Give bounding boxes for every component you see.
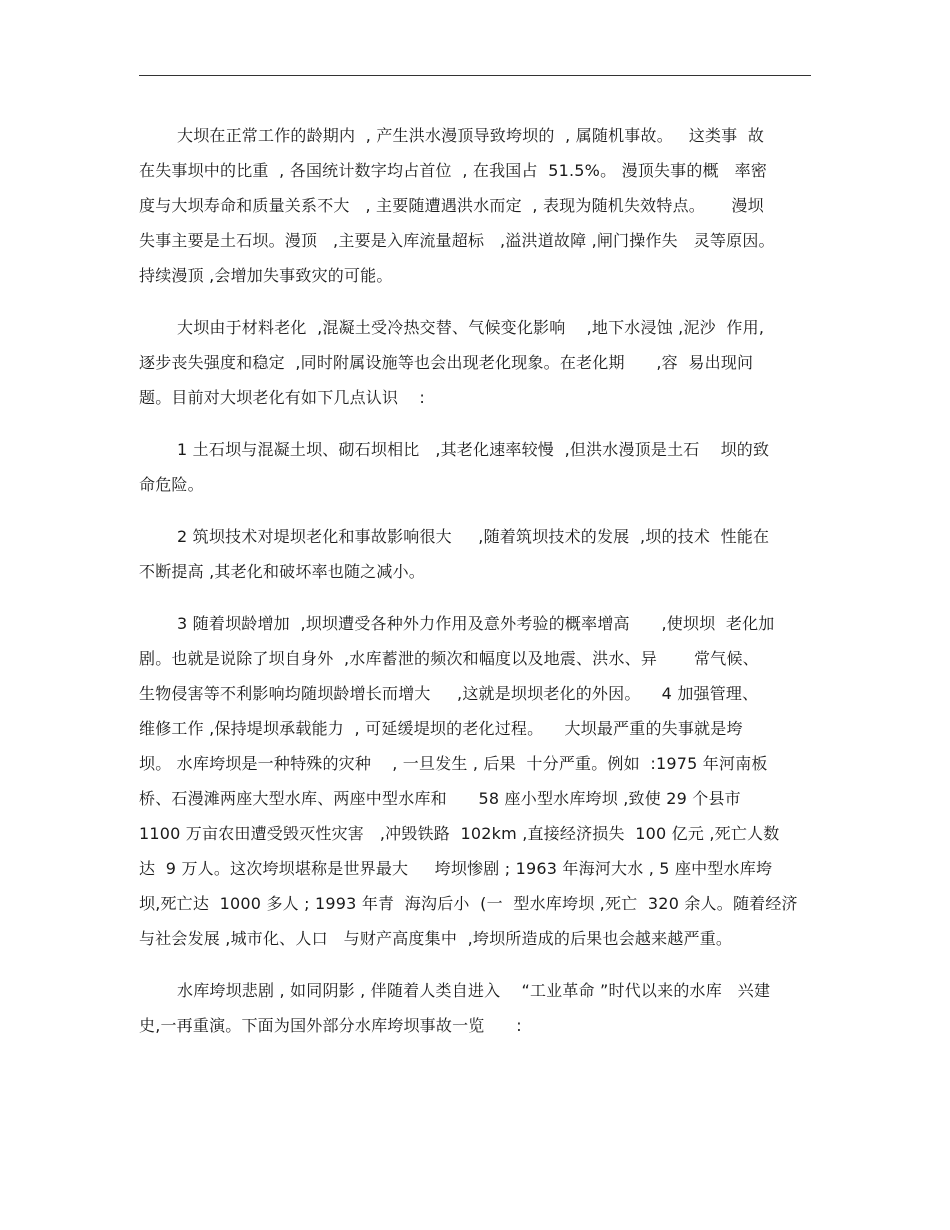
text-line: 失事主要是土石坝。漫顶 ,主要是入库流量超标 ,溢洪道故障 ,闸门操作失 灵等原因。 xyxy=(139,231,775,250)
header-rule xyxy=(139,75,811,76)
paragraph-aging xyxy=(139,310,811,415)
text-line: 与社会发展 ,城市化、人口 与财产高度集中 ,垮坝所造成的后果也会越来越严重。 xyxy=(139,929,733,948)
text-line: 2 筑坝技术对堤坝老化和事故影响很大 ,随着筑坝技术的发展 ,坝的技术 性能在 xyxy=(177,527,770,546)
document-body xyxy=(139,118,811,1060)
text-line: 1 土石坝与混凝土坝、砌石坝相比 ,其老化速率较慢 ,但洪水漫顶是土石 坝的致 xyxy=(177,440,770,459)
paragraph-point-2 xyxy=(139,519,811,589)
paragraph-point-3 xyxy=(139,606,811,956)
text-line: 大坝在正常工作的龄期内 , 产生洪水漫顶导致垮坝的 , 属随机事故。 这类事 故 xyxy=(177,126,765,145)
text-line: 题。目前对大坝老化有如下几点认识 : xyxy=(139,388,425,407)
text-line: 不断提高 ,其老化和破坏率也随之减小。 xyxy=(139,562,425,581)
text-line: 生物侵害等不利影响均随坝龄增长而增大 ,这就是坝坝老化的外因。 4 加强管理、 xyxy=(139,684,759,703)
text-line: 在失事坝中的比重 , 各国统计数字均占首位 , 在我国占 51.5%。 漫顶失事的概 率密 xyxy=(139,161,768,180)
text-line: 史,一再重演。下面为国外部分水库垮坝事故一览 : xyxy=(139,1016,522,1035)
text-line: 达 9 万人。这次垮坝堪称是世界最大 垮坝惨剧 ; 1963 年海河大水 , 5 座中型水库垮 xyxy=(139,859,773,878)
text-line: 1100 万亩农田遭受毁灭性灾害 ,冲毁铁路 102km ,直接经济损失 100 亿元 ,死亡人数 xyxy=(139,824,780,843)
paragraph-overtopping xyxy=(139,118,811,293)
paragraph-history xyxy=(139,973,811,1043)
text-line: 命危险。 xyxy=(139,475,204,494)
paragraph-point-1 xyxy=(139,432,811,502)
text-line: 逐步丧失强度和稳定 ,同时附属设施等也会出现老化现象。在老化期 ,容 易出现问 xyxy=(139,353,754,372)
text-line: 3 随着坝龄增加 ,坝坝遭受各种外力作用及意外考验的概率增高 ,使坝坝 老化加 xyxy=(177,614,775,633)
text-line: 度与大坝寿命和质量关系不大 , 主要随遭遇洪水而定 , 表现为随机失效特点。 漫坝 xyxy=(139,196,764,215)
text-line: 水库垮坝悲剧 , 如同阴影 , 伴随着人类自进入 “工业革命 ”时代以来的水库 兴建 xyxy=(177,981,771,1000)
text-line: 剧。也就是说除了坝自身外 ,水库蓄泄的频次和幅度以及地震、洪水、异 常气候、 xyxy=(139,649,759,668)
text-line: 坝。 水库垮坝是一种特殊的灾种 , 一旦发生 , 后果 十分严重。例如 :1975 年河南板 xyxy=(139,754,768,773)
text-line: 持续漫顶 ,会增加失事致灾的可能。 xyxy=(139,266,393,285)
text-line: 大坝由于材料老化 ,混凝土受冷热交替、气候变化影响 ,地下水浸蚀 ,泥沙 作用, xyxy=(177,318,765,337)
text-line: 维修工作 ,保持堤坝承载能力 , 可延缓堤坝的老化过程。 大坝最严重的失事就是垮 xyxy=(139,719,743,738)
text-line: 坝,死亡达 1000 多人 ; 1993 年青 海沟后小 (一 型水库垮坝 ,死亡 320 余人。随着经济 xyxy=(139,894,798,913)
text-line: 桥、石漫滩两座大型水库、两座中型水库和 58 座小型水库垮坝 ,致使 29 个县市 xyxy=(139,789,741,808)
